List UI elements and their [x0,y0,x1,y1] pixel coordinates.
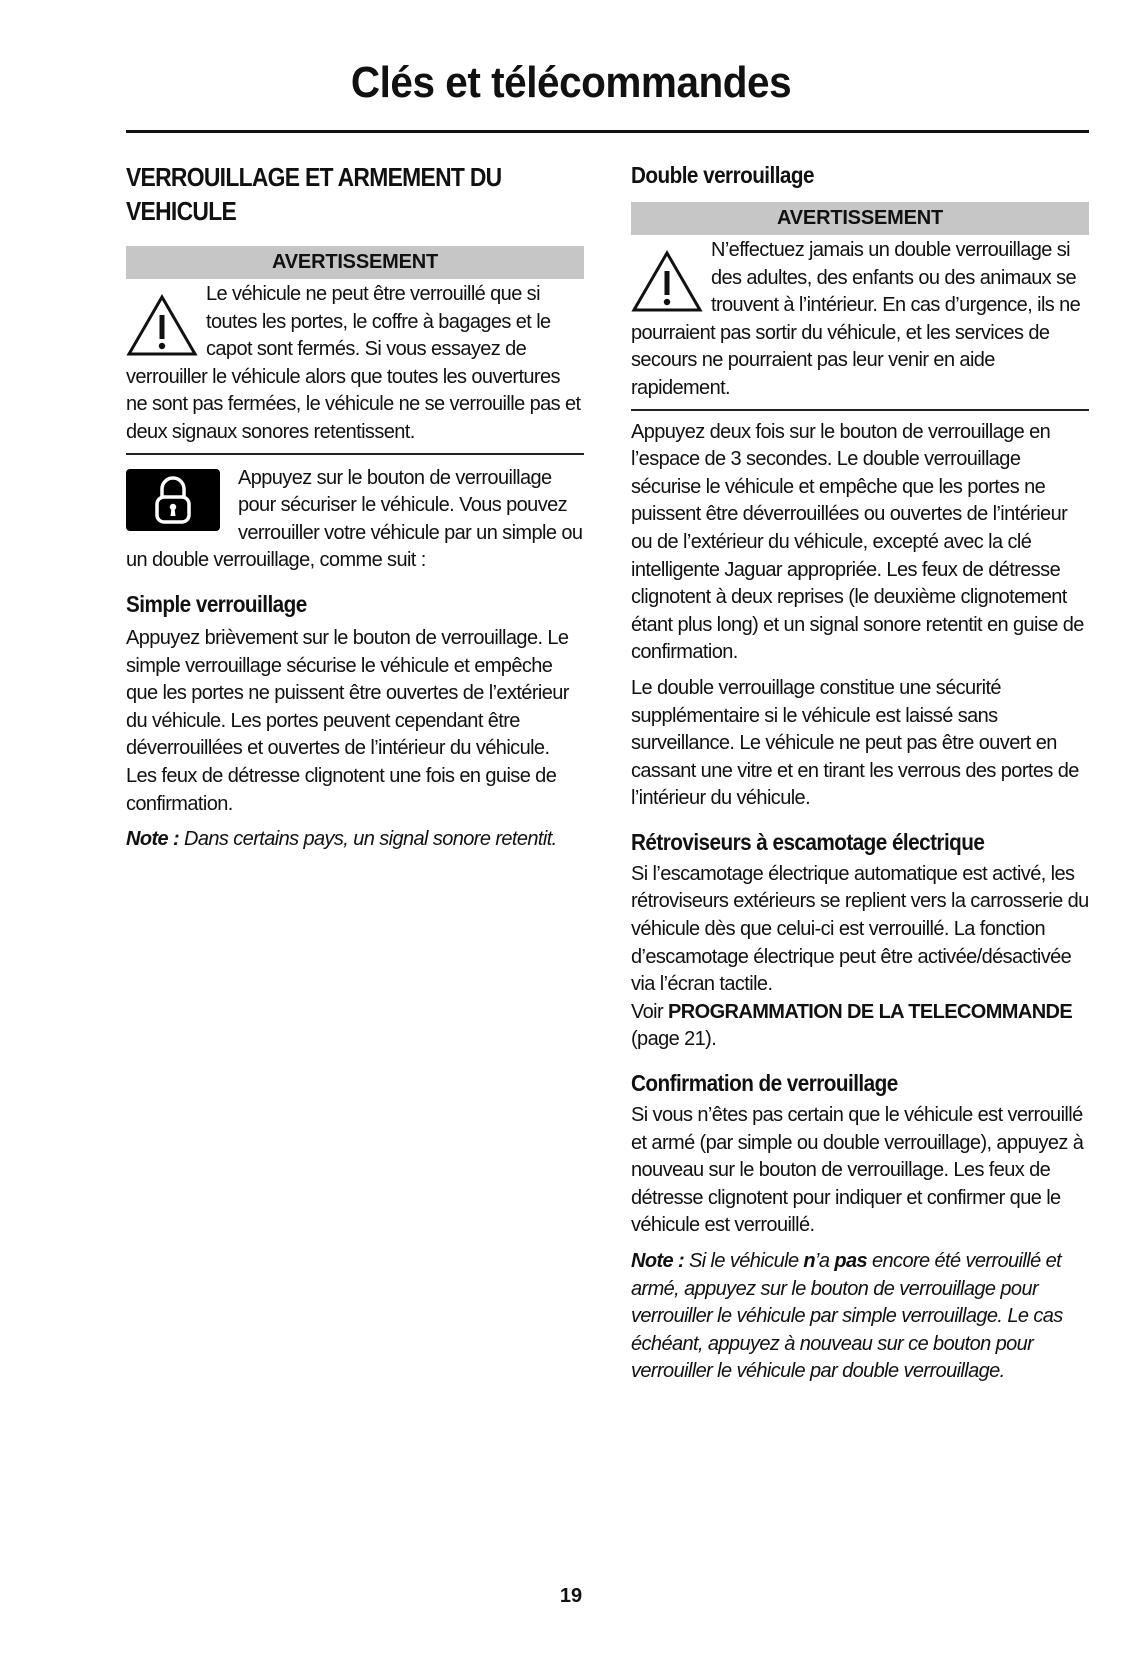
double-lock-para2: Le double verrouillage constitue une sécurité supplémentaire si le véhicule est laissé sans surveillance. Le véhicule ne peut pas être ouvert en cassant une vitre et en tirant les verrous des portes de l’intérieur du véhicule. [631,676,1079,810]
simple-lock-heading: Simple verrouillage [126,590,307,617]
warning-text: N’effectuez jamais un double verrouillage si des adultes, des enfants ou des animaux se trouvent à l’intérieur. En cas d’urgence, ils ne pourraient pas sortir du véhicule, et les services de secours ne pourraient pas leur venir en aide rapidement. [631,239,1081,399]
note-label: Note : [126,828,180,851]
title-divider [126,130,1089,133]
lock-intro-text: Appuyez sur le bouton de verrouillage pour sécuriser le véhicule. Vous pouvez verrouiller votre véhicule par un simple ou un double verrouillage, comme suit : [126,466,583,572]
page-number: 19 [559,1585,583,1607]
warning-header: AVERTISSEMENT [126,246,584,279]
confirm-heading: Confirmation de verrouillage [631,1070,898,1097]
warning-triangle-icon [126,293,198,357]
confirm-text: Si vous n’êtes pas certain que le véhicule est verrouillé et armé (par simple ou double verrouillage), appuyez à nouveau sur le bouton de verrouillage. Les feux de détresse clignotent pour indiquer et confirmer que le véhicule est verrouillé. [631,1104,1084,1237]
note-label: Note : [631,1250,685,1272]
warning-triangle-icon [631,249,703,313]
section-title: VERROUILLAGE ET ARMEMENT DU VEHICULE [126,162,502,226]
page-reference-link[interactable]: PROGRAMMATION DE LA TELECOMMANDE [668,1000,1073,1023]
double-lock-para1: Appuyez deux fois sur le bouton de verrouillage en l’espace de 3 secondes. Le double verrouillage sécurise le véhicule et empêche que les portes ne puissent être déverrouillées ou ouvertes de l’intérieur ou de l’extérieur du véhicule, excepté avec la clé intelligente Jaguar appropriée. Les feux de détresse clignotent à deux reprises (le deuxième clignotement étant plus long) et un signal sonore retentit en guise de confirmation. [631,420,1084,664]
warning-text: Le véhicule ne peut être verrouillé que si toutes les portes, le coffre à bagages et le capot sont fermés. Si vous essayez de verrouiller le véhicule alors que toutes les ouvertures ne sont pas fermées, le véhicule ne se verrouille pas et deux signaux sonores retentissent. [126,283,581,443]
warning-header: AVERTISSEMENT [631,202,1089,235]
page-title: Clés et télécommandes [350,58,792,107]
simple-lock-text: Appuyez brièvement sur le bouton de verrouillage. Le simple verrouillage sécurise le véhicule et empêche que les portes ne puissent être ouvertes de l’extérieur du véhicule. Les portes peuvent cependant être déverrouillées et ouvertes de l’intérieur du véhicule. Les feux de détresse clignotent une fois en guise de confirmation. [126,626,569,815]
padlock-icon [126,469,220,531]
confirm-note: Note : Si le véhicule n’a pas encore été verrouillé et armé, appuyez sur le bouton de verrouillage pour verrouiller le véhicule par simple verrouillage. Le cas échéant, appuyez à nouveau sur ce bouton pour verrouiller le véhicule par double verrouillage. [631,1250,1063,1383]
double-lock-heading: Double verrouillage [631,162,814,188]
warning-box [631,202,1089,411]
mirrors-heading: Rétroviseurs à escamotage électrique [631,828,985,855]
right-column [631,160,1089,1386]
simple-lock-note: Note : Dans certains pays, un signal sonore retentit. [126,828,557,851]
lock-intro [126,465,584,575]
left-column [126,160,584,854]
mirrors-text: Si l’escamotage électrique automatique est activé, les rétroviseurs extérieurs se replient vers la carrosserie du véhicule dès que celui-ci est verrouillé. La fonction d’escamotage électrique peut être activée/désactivée via l’écran tactile. Voir PROGRAMMATION DE LA TELECOMMANDE (page 21). [631,862,1089,1051]
warning-box [126,246,584,455]
